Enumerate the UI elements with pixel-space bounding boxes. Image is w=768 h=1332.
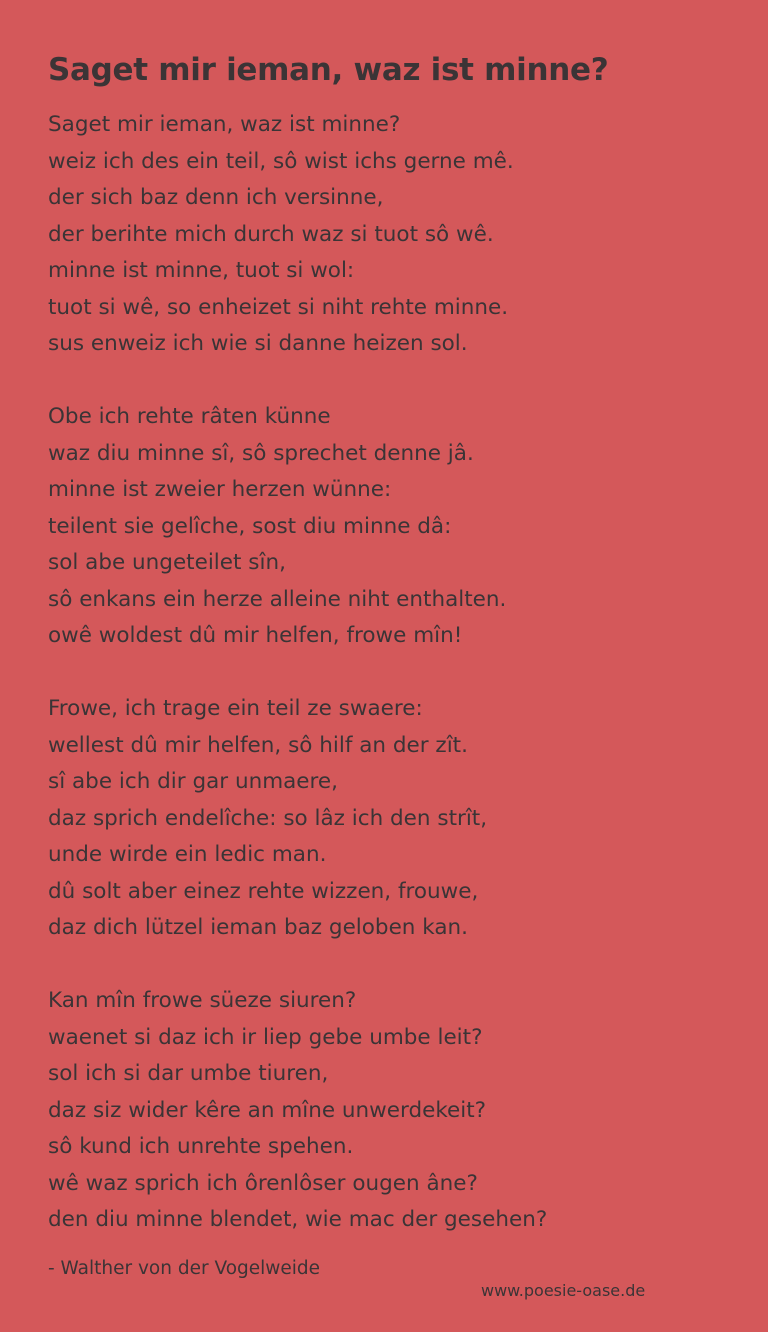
poem-line: Kan mîn frowe süeze siuren? — [48, 988, 357, 1013]
poem-line: minne ist zweier herzen wünne: — [48, 477, 392, 502]
stanza-2 — [48, 399, 738, 655]
website-credit: www.poesie-oase.de — [481, 1281, 646, 1300]
poem-title: Saget mir ieman, waz ist minne? — [48, 52, 609, 88]
poem-line: sô kund ich unrehte spehen. — [48, 1134, 354, 1159]
stanza-1 — [48, 107, 738, 363]
poem-line: tuot si wê, so enheizet si niht rehte minne. — [48, 294, 509, 320]
poem-line: sî abe ich dir gar unmaere, — [48, 769, 338, 794]
stanza-4 — [48, 983, 738, 1239]
poem-line: sol ich si dar umbe tiuren, — [48, 1061, 329, 1086]
poem-line: owê woldest dû mir helfen, frowe mîn! — [48, 623, 463, 648]
poem-line: daz dich lützel ieman baz geloben kan. — [48, 915, 468, 940]
poem-line: den diu minne blendet, wie mac der gesehen? — [48, 1207, 548, 1232]
poem-line: sus enweiz ich wie si danne heizen sol. — [48, 331, 468, 356]
poem-line: der sich baz denn ich versinne, — [48, 185, 384, 210]
poem-line: wellest dû mir helfen, sô hilf an der zît. — [48, 732, 468, 758]
poem-line: Frowe, ich trage ein teil ze swaere: — [48, 696, 423, 721]
poem-line: minne ist minne, tuot si wol: — [48, 258, 355, 283]
poem-line: sol abe ungeteilet sîn, — [48, 550, 286, 575]
poem-line: teilent sie gelîche, sost diu minne dâ: — [48, 513, 452, 539]
poem-line: der berihte mich durch waz si tuot sô wê. — [48, 221, 494, 247]
poem-line: dû solt aber einez rehte wizzen, frouwe, — [48, 878, 479, 904]
stanza-3 — [48, 691, 738, 947]
poem-line: Saget mir ieman, waz ist minne? — [48, 112, 401, 137]
poem-line: waz diu minne sî, sô sprechet denne jâ. — [48, 440, 474, 466]
poem-body — [48, 107, 738, 1275]
poem-line: wê waz sprich ich ôrenlôser ougen âne? — [48, 1170, 478, 1196]
poem-author: - Walther von der Vogelweide — [48, 1258, 321, 1279]
poem-line: weiz ich des ein teil, sô wist ichs gerne mê. — [48, 148, 514, 174]
poem-line: daz sprich endelîche: so lâz ich den strît, — [48, 805, 488, 831]
poem-line: unde wirde ein ledic man. — [48, 842, 327, 867]
poem-line: Obe ich rehte râten künne — [48, 404, 331, 429]
poem-line: sô enkans ein herze alleine niht enthalten. — [48, 586, 507, 612]
poem-line: daz siz wider kêre an mîne unwerdekeit? — [48, 1097, 487, 1123]
poem-line: waenet si daz ich ir liep gebe umbe leit? — [48, 1024, 483, 1050]
